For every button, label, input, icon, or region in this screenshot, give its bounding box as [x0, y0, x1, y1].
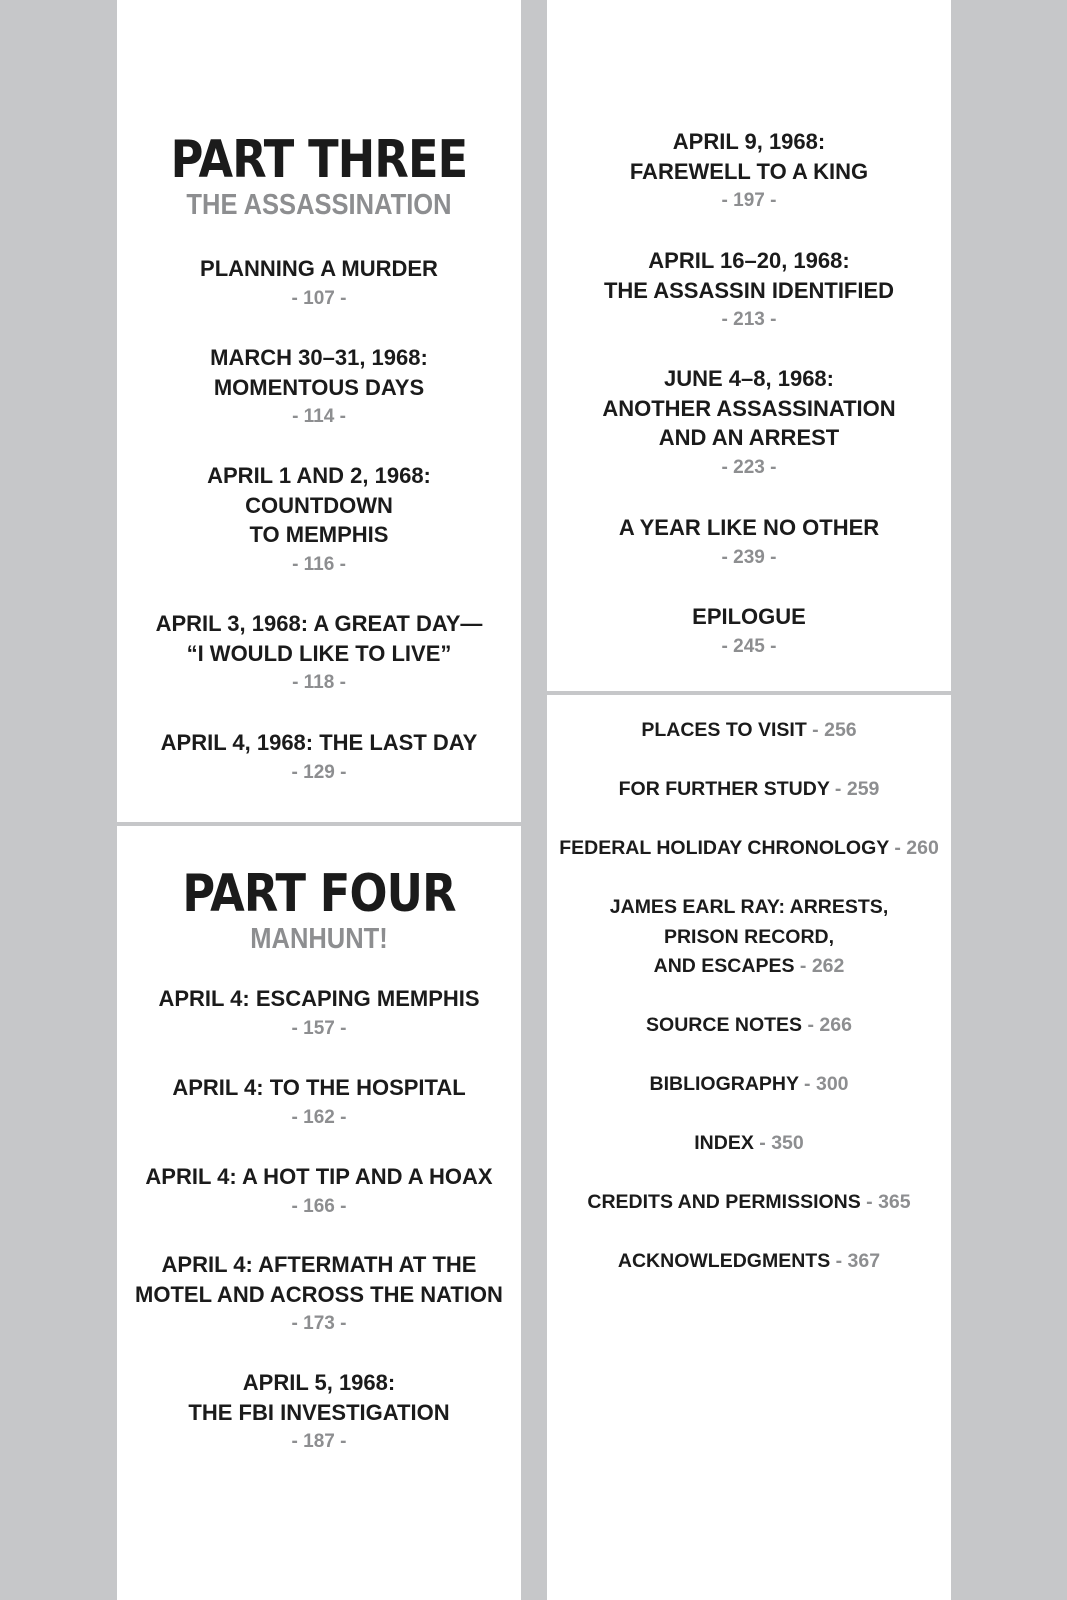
entry-title: JUNE 4–8, 1968: ANOTHER ASSASSINATION AND AN ARREST: [602, 366, 896, 450]
entry-page: - 213 -: [721, 309, 777, 330]
back-matter-title: FOR FURTHER STUDY: [618, 778, 830, 800]
back-matter-title: ACKNOWLEDGMENTS: [617, 1250, 831, 1272]
entry-title: PLANNING A MURDER: [200, 256, 438, 281]
part-four-heading: [117, 866, 521, 956]
entry-title: APRIL 9, 1968: FAREWELL TO A KING: [629, 129, 869, 184]
toc-entry[interactable]: [117, 343, 521, 432]
part-three-title: PART THREE: [170, 130, 468, 190]
toc-entry[interactable]: [117, 728, 521, 788]
right-column: [547, 0, 951, 1600]
back-matter-page: - 262: [794, 955, 845, 977]
toc-entry[interactable]: [547, 127, 951, 216]
back-matter-title: BIBLIOGRAPHY: [649, 1073, 799, 1095]
back-matter-page: - 350: [753, 1132, 804, 1154]
entry-title: APRIL 16–20, 1968: THE ASSASSIN IDENTIFIED: [603, 248, 895, 303]
back-matter-entry[interactable]: [547, 1070, 951, 1100]
toc-entry[interactable]: [547, 513, 951, 573]
back-matter-entry[interactable]: [547, 775, 951, 805]
entry-title: APRIL 4: ESCAPING MEMPHIS: [158, 986, 480, 1011]
toc-entry[interactable]: [117, 254, 521, 314]
part-four-subtitle: MANHUNT!: [250, 923, 388, 955]
entry-title: APRIL 3, 1968: A GREAT DAY— “I WOULD LIKE TO LIVE”: [155, 611, 483, 666]
back-matter-page: - 260: [888, 837, 939, 859]
back-matter-page: - 266: [802, 1014, 852, 1036]
entry-page: - 107 -: [291, 287, 347, 309]
part-three-subtitle: THE ASSASSINATION: [186, 189, 452, 221]
entry-page: - 197 -: [721, 190, 777, 211]
back-matter-title: INDEX: [694, 1132, 754, 1154]
entry-page: - 157 -: [291, 1017, 347, 1039]
entry-page: - 223 -: [721, 456, 777, 478]
entry-title: APRIL 1 AND 2, 1968: COUNTDOWN TO MEMPHIS: [207, 463, 431, 547]
entry-page: - 166 -: [291, 1195, 347, 1217]
back-matter-page: - 256: [806, 719, 857, 741]
toc-entry[interactable]: [117, 1250, 521, 1339]
back-matter-title: PLACES TO VISIT: [641, 719, 807, 741]
part-three-heading: [117, 132, 521, 222]
toc-entry[interactable]: [117, 609, 521, 698]
left-column: [117, 0, 521, 1600]
toc-entry[interactable]: [547, 246, 951, 335]
entry-page: - 114 -: [292, 406, 346, 427]
entry-page: - 116 -: [292, 553, 346, 575]
toc-entry[interactable]: [117, 461, 521, 580]
entry-page: - 162 -: [291, 1106, 347, 1128]
entry-title: A YEAR LIKE NO OTHER: [618, 515, 880, 540]
entry-title: APRIL 4: TO THE HOSPITAL: [172, 1075, 466, 1100]
entry-page: - 129 -: [291, 761, 347, 783]
entry-title: MARCH 30–31, 1968: MOMENTOUS DAYS: [210, 345, 428, 400]
back-matter-entry[interactable]: [547, 1129, 951, 1159]
toc-entry[interactable]: [117, 1073, 521, 1133]
part-four-continued-panel: [547, 0, 951, 691]
entry-page: - 173 -: [291, 1313, 347, 1334]
entry-title: APRIL 4: AFTERMATH AT THE MOTEL AND ACROSS THE NATION: [135, 1252, 503, 1307]
toc-entry[interactable]: [547, 602, 951, 662]
entry-page: - 239 -: [721, 546, 777, 568]
entry-page: - 245 -: [721, 635, 777, 657]
back-matter-title: FEDERAL HOLIDAY CHRONOLOGY: [559, 837, 889, 859]
entry-title: EPILOGUE: [692, 604, 806, 629]
back-matter-entry[interactable]: [547, 834, 951, 864]
part-three-panel: [117, 0, 521, 822]
back-matter-page: - 367: [830, 1250, 881, 1272]
toc-entry[interactable]: [547, 364, 951, 483]
back-matter-entry[interactable]: [547, 1247, 951, 1277]
back-matter-entry[interactable]: [547, 1011, 951, 1041]
part-four-panel: [117, 826, 521, 1600]
back-matter-entry[interactable]: [547, 1188, 951, 1218]
entry-page: - 187 -: [291, 1431, 347, 1452]
back-matter-panel: [547, 695, 951, 1600]
back-matter-entry[interactable]: [547, 893, 951, 982]
toc-entry[interactable]: [117, 1368, 521, 1457]
entry-title: APRIL 4: A HOT TIP AND A HOAX: [145, 1164, 493, 1189]
back-matter-title: SOURCE NOTES: [646, 1014, 803, 1036]
toc-entry[interactable]: [117, 1162, 521, 1222]
entry-title: APRIL 5, 1968: THE FBI INVESTIGATION: [188, 1370, 450, 1425]
back-matter-page: - 300: [798, 1073, 849, 1095]
back-matter-page: - 365: [860, 1191, 911, 1213]
entry-title: APRIL 4, 1968: THE LAST DAY: [160, 730, 478, 755]
back-matter-entry[interactable]: [547, 716, 951, 746]
back-matter-page: - 259: [829, 778, 880, 800]
back-matter-title: CREDITS AND PERMISSIONS: [587, 1191, 861, 1213]
back-matter-title: JAMES EARL RAY: ARRESTS, PRISON RECORD, AND ESCAPES: [609, 896, 889, 977]
toc-entry[interactable]: [117, 984, 521, 1044]
part-four-title: PART FOUR: [182, 864, 456, 924]
entry-page: - 118 -: [292, 672, 346, 693]
